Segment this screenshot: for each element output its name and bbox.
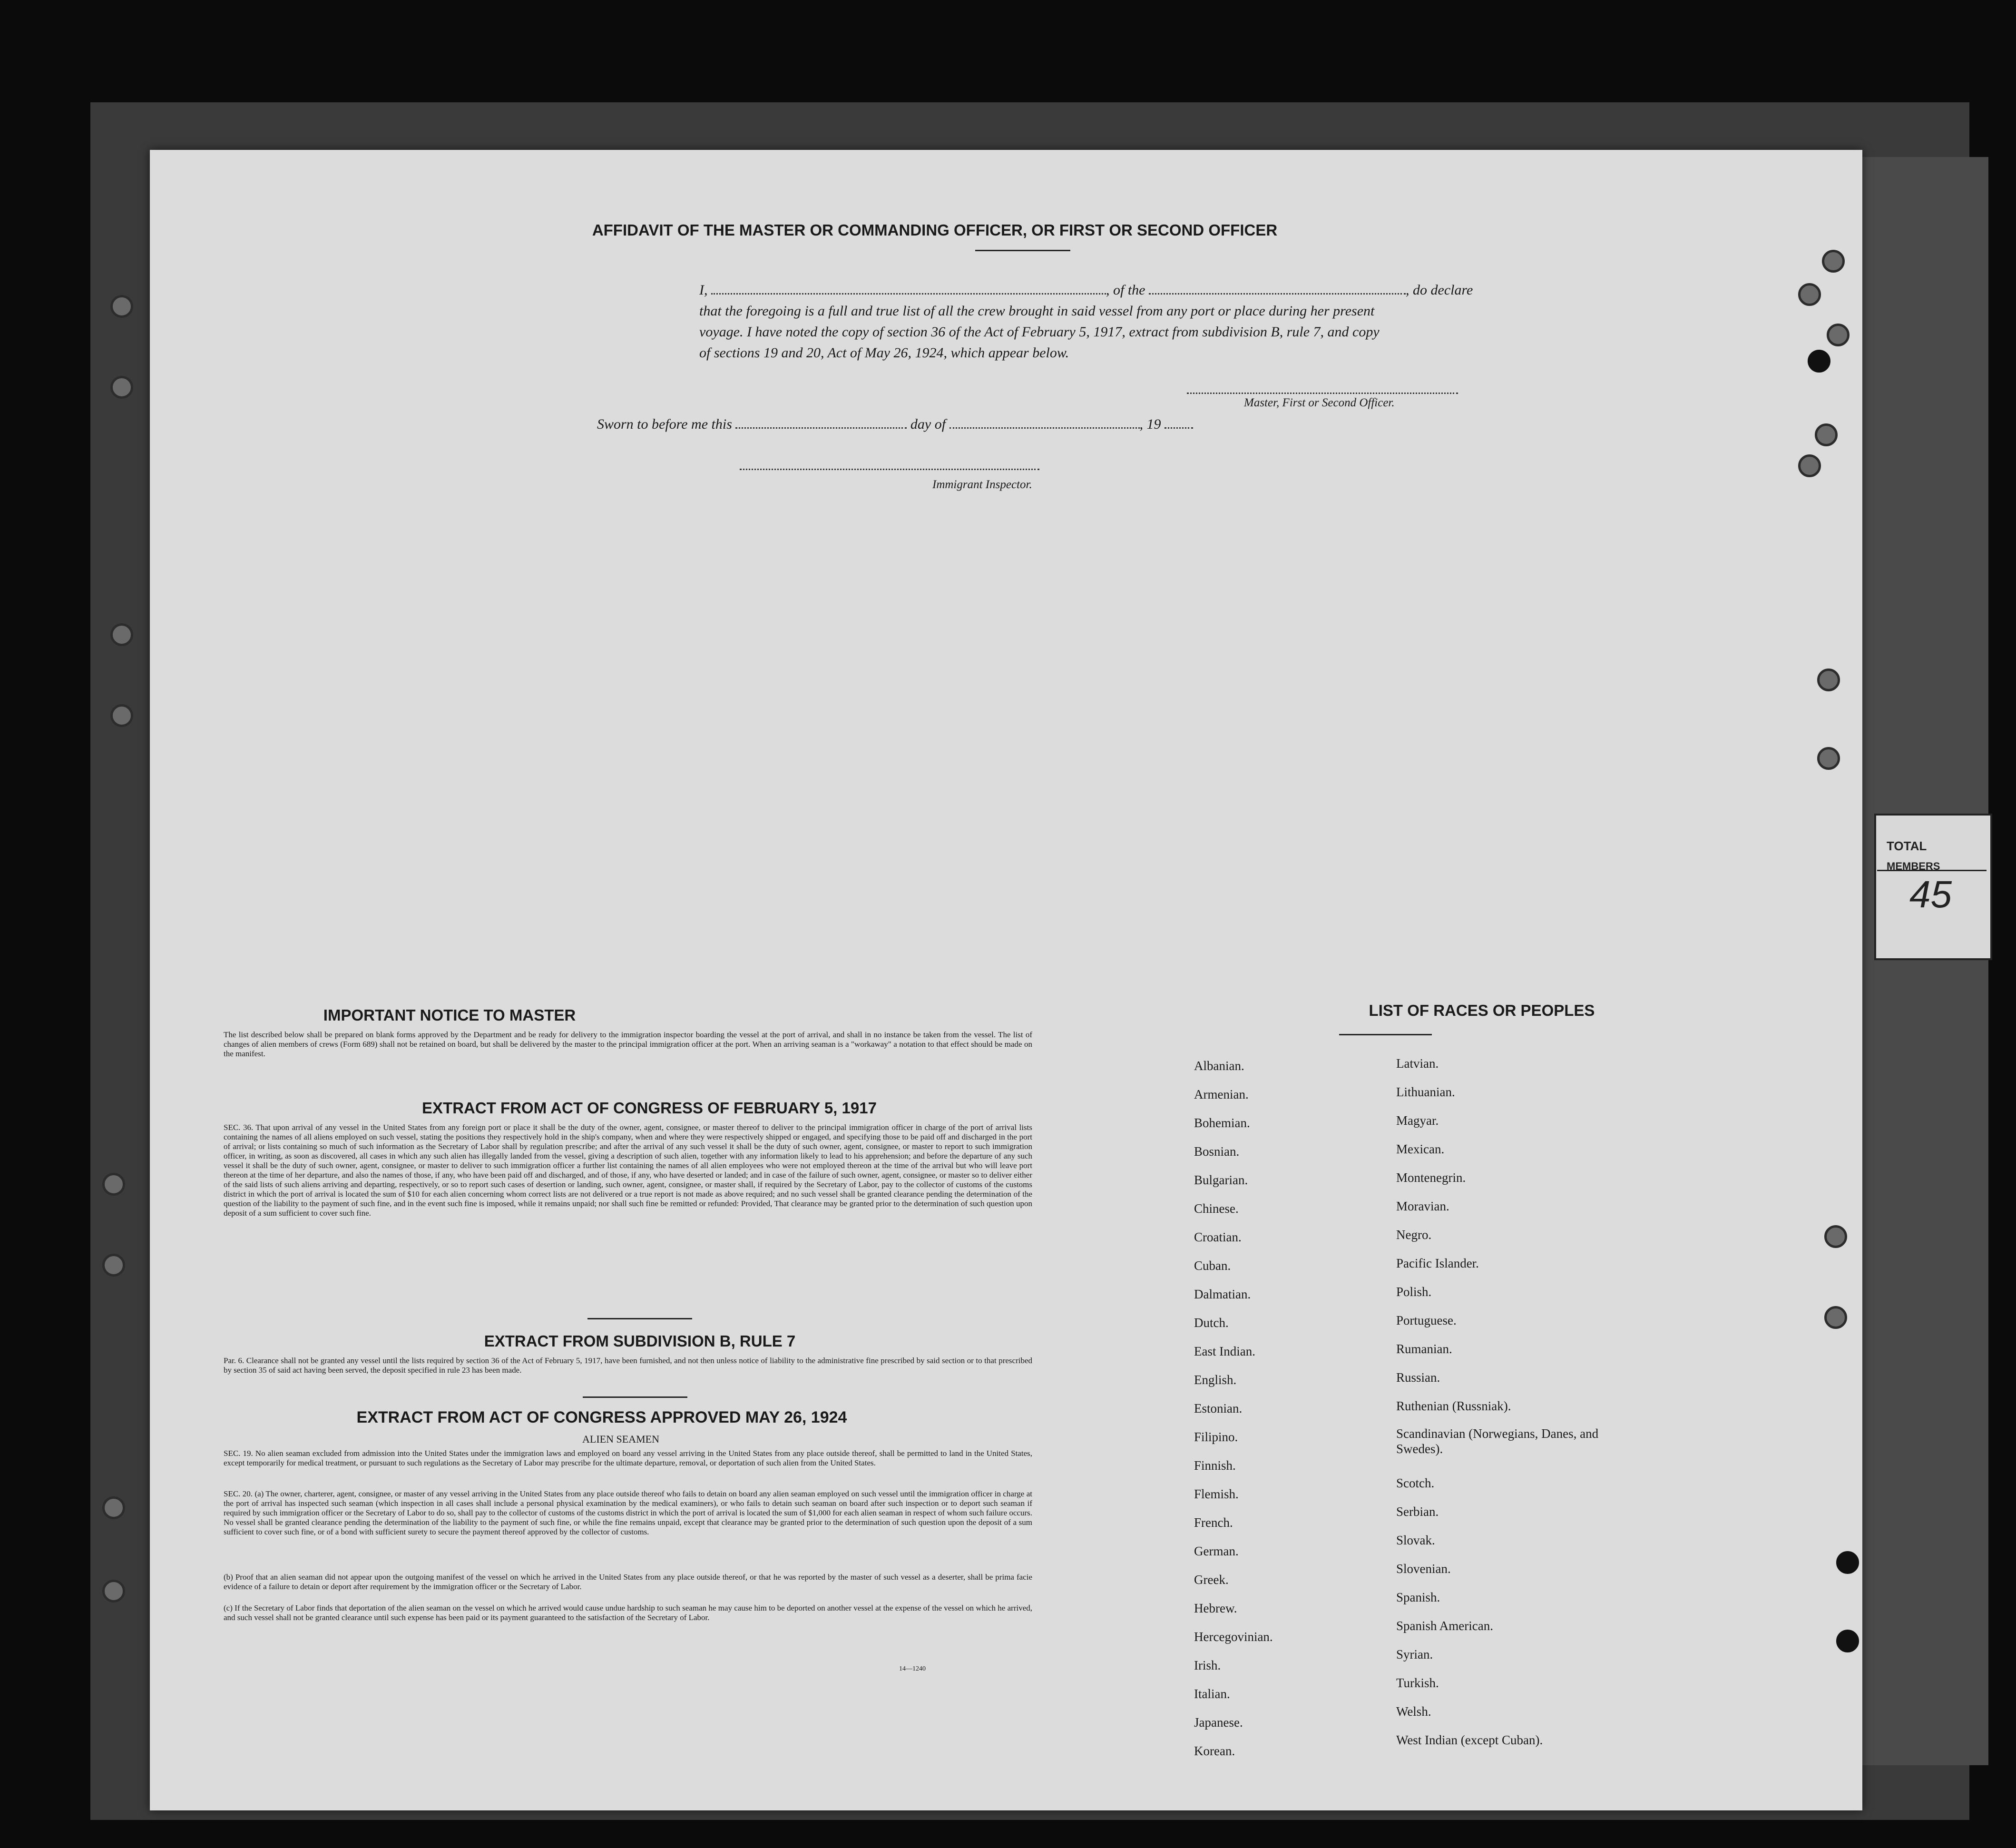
binder-hole-icon — [110, 376, 133, 399]
sworn-month-field — [949, 427, 1140, 429]
race-item: Slovenian. — [1396, 1562, 1451, 1576]
race-item: Armenian. — [1194, 1087, 1249, 1101]
affidavit-of-the: , of the — [1106, 282, 1145, 298]
race-item: Chinese. — [1194, 1201, 1239, 1216]
name-field — [711, 293, 1106, 295]
sticker-header — [1877, 817, 1987, 871]
inspector-line — [740, 469, 1039, 470]
extract-1924-sec20b: (b) Proof that an alien seaman did not appear upon the outgoing manifest of the vessel on which he arrived in the United States from any place outside thereof, or that he was reported by the master of such vessel as a deserter, shall be prima facie evidence of a failure to detain or deport after requirement by the immigration officer or the Secretary of Labor. — [224, 1573, 1032, 1591]
binder-hole-icon — [102, 1496, 125, 1519]
race-item: Magyar. — [1396, 1113, 1439, 1128]
race-item: Hebrew. — [1194, 1601, 1237, 1615]
vessel-field — [1149, 293, 1406, 295]
extract-1917-text: SEC. 36. That upon arrival of any vessel in the United States from any foreign port or place it shall be the duty of the owner, agent, consignee, or master thereof to deliver to the principal immigration officer in charge of the port of arrival lists containing the names of all aliens employed on such vessel, stating the positions they respectively hold in the ship's company, when and where they were respectively shipped or engaged, and specifying those to be paid off and discharged in the port of arrival; or lists containing so much of such information as the Secretary of Labor shall by regulation prescribe; and after the arrival of any such vessel it shall be the duty of such owner, agent, consignee, or master to report to such immigration officer, in writing, as soon as discovered, all cases in which any such alien has illegally landed from the vessel, giving a description of such alien, together with any information likely to lead to his apprehension; and before the departure of any such vessel it shall be the duty of such owner, agent, consignee, or master to deliver to such immigration officer a further list containing the names of all alien employees who were not employed thereon at the time of the arrival but who will leave port thereon at the time of her departure, and also the names of those, if any, who have been paid off and discharged, and of those, if any, who have deserted or landed; and in case of the failure of such owner, agent, consignee, or master so to deliver either of the said lists of such aliens arriving and departing, respectively, or so to report such cases of desertion or landing, such owner, agent, consignee, or master shall, if required by the Secretary of Labor, pay to the collector of customs of the customs district in which the port of arrival is located the sum of $10 for each alien concerning whom correct lists are not delivered or a true report is not made as above required; and no such vessel shall be granted clearance pending the determination of the question of the liability to the payment of such fine, and in the event such fine is imposed, while it remains unpaid; nor shall such fine be remitted or refunded: Provided, That clearance may be granted prior to the determination of such question upon deposit of a sum sufficient to cover such fine. — [224, 1123, 1032, 1218]
race-item: Italian. — [1194, 1687, 1230, 1701]
race-item: Flemish. — [1194, 1487, 1239, 1501]
race-item: Greek. — [1194, 1573, 1229, 1587]
divider — [1339, 1034, 1432, 1035]
race-item: East Indian. — [1194, 1344, 1255, 1358]
race-item: Russian. — [1396, 1370, 1440, 1385]
race-item: Scotch. — [1396, 1476, 1435, 1490]
race-item: Korean. — [1194, 1744, 1235, 1758]
binder-hole-icon — [1798, 283, 1821, 306]
binder-hole-icon — [1824, 1306, 1847, 1329]
sticker-label: TOTAL — [1887, 839, 1927, 853]
race-item: English. — [1194, 1373, 1237, 1387]
extract-1924-sec20a: SEC. 20. (a) The owner, charterer, agent, consignee, or master of any vessel arriving in the United States from any place outside thereof who fails to detain on board any alien seaman employed on such vessel until the immigration officer in charge at the port of arrival has inspected such seaman (which inspection in all cases shall include a personal physical examination by the medical examiners), or who fails to detain such seaman on board after such inspection or to deport such seaman if required by such immigration officer or the Secretary of Labor to do so, shall pay to the collector of customs of the customs district in which the port of arrival is located the sum of $1,000 for each alien seaman in respect of whom such failure occurs. No vessel shall be granted clearance pending the determination of the liability to the payment of such fine, or while the fine remains unpaid, except that clearance may be granted prior to the determination of such question upon the deposit of a sum sufficient to cover such fine, or of a bond with sufficient surety to secure the payment thereof approved by the collector of customs. — [224, 1489, 1032, 1536]
race-item: Latvian. — [1396, 1056, 1439, 1071]
race-item: Hercegovinian. — [1194, 1630, 1273, 1644]
binder-hole-icon — [1808, 350, 1830, 373]
race-item: Polish. — [1396, 1285, 1432, 1299]
binder-hole-icon — [1827, 324, 1850, 346]
extract-1924-subtitle: ALIEN SEAMEN — [582, 1433, 659, 1445]
race-item: Rumanian. — [1396, 1342, 1452, 1356]
binder-hole-icon — [1817, 668, 1840, 691]
race-item: Welsh. — [1396, 1704, 1431, 1719]
race-item: Moravian. — [1396, 1199, 1449, 1213]
notice-text: The list described below shall be prepared on blank forms approved by the Department and be ready for delivery to the immigration inspector boarding the vessel at the port of arrival, and shall in no instance be taken from the vessel. The list of changes of alien members of crews (Form 689) shall not be retained on board, but shall be delivered by the master to the principal immigration officer at the port. When an arriving seaman is a "workaway" a notation to that effect should be made on the manifest. — [224, 1030, 1032, 1058]
race-item: Dutch. — [1194, 1316, 1229, 1330]
race-item: Negro. — [1396, 1228, 1432, 1242]
sworn-year-field — [1165, 427, 1193, 429]
extract-1924-title: EXTRACT FROM ACT OF CONGRESS APPROVED MAY 26, 1924 — [356, 1408, 847, 1426]
race-item: French. — [1194, 1515, 1233, 1530]
affidavit-line2: that the foregoing is a full and true list of all the crew brought in said vessel from any port or place during her present — [699, 303, 1375, 319]
extract-1924-sec19: SEC. 19. No alien seaman excluded from admission into the United States under the immigration laws and employed on board any vessel arriving in the United States from any place outside thereof, shall be permitted to land in the United States, except temporarily for medical treatment, or pursuant to such regulations as the Secretary of Labor may prescribe for the ultimate departure, removal, or deportation of such alien from the United States. — [224, 1449, 1032, 1467]
document-page — [150, 150, 1862, 1810]
race-item: West Indian (except Cuban). — [1396, 1733, 1543, 1747]
sworn-day-of: day of — [910, 416, 946, 432]
sworn-text: Sworn to before me this — [597, 416, 732, 432]
race-item: Japanese. — [1194, 1715, 1243, 1730]
race-item: Scandinavian (Norwegians, Danes, and Swedes). — [1396, 1426, 1599, 1456]
race-item: Bulgarian. — [1194, 1173, 1248, 1187]
binder-hole-icon — [110, 623, 133, 646]
affidavit-line1 — [699, 282, 1646, 298]
binder-hole-icon — [110, 704, 133, 727]
race-item: German. — [1194, 1544, 1239, 1558]
binder-hole-icon — [102, 1173, 125, 1196]
binder-hole-icon — [1798, 454, 1821, 477]
extract-rule7-title: EXTRACT FROM SUBDIVISION B, RULE 7 — [484, 1332, 796, 1350]
race-item: Bohemian. — [1194, 1116, 1250, 1130]
extract-1917-title: EXTRACT FROM ACT OF CONGRESS OF FEBRUARY 5, 1917 — [422, 1099, 877, 1117]
affidavit-i: I, — [699, 282, 708, 298]
race-item: Pacific Islander. — [1396, 1256, 1479, 1270]
race-item: Finnish. — [1194, 1458, 1236, 1473]
divider — [975, 250, 1070, 251]
binder-hole-icon — [1836, 1630, 1859, 1652]
races-right-column — [1396, 1049, 1601, 1754]
binder-hole-icon — [110, 295, 133, 318]
race-item: Cuban. — [1194, 1258, 1231, 1273]
binder-hole-icon — [1822, 250, 1845, 273]
signature-label: Master, First or Second Officer. — [1244, 396, 1395, 409]
race-item: Turkish. — [1396, 1676, 1439, 1690]
race-item: Serbian. — [1396, 1504, 1439, 1519]
race-item: Spanish American. — [1396, 1619, 1493, 1633]
sworn-year: , 19 — [1139, 416, 1161, 432]
divider — [583, 1396, 687, 1398]
form-number: 14—1240 — [899, 1665, 926, 1672]
race-item: Lithuanian. — [1396, 1085, 1455, 1099]
race-item: Portuguese. — [1396, 1313, 1457, 1327]
binder-hole-icon — [1817, 747, 1840, 770]
race-item: Syrian. — [1396, 1647, 1433, 1661]
background-strip — [1846, 157, 1988, 1765]
race-item: Irish. — [1194, 1658, 1221, 1672]
race-item: Bosnian. — [1194, 1144, 1240, 1159]
race-item: Slovak. — [1396, 1533, 1435, 1547]
races-title: LIST OF RACES OR PEOPLES — [1369, 1002, 1595, 1019]
race-item: Ruthenian (Russniak). — [1396, 1399, 1511, 1413]
affidavit-line4: of sections 19 and 20, Act of May 26, 1924, which appear below. — [699, 345, 1069, 361]
binder-hole-icon — [1824, 1225, 1847, 1248]
race-item: Filipino. — [1194, 1430, 1238, 1444]
tally-sticker — [1874, 814, 1992, 960]
race-item: Estonian. — [1194, 1401, 1243, 1415]
race-item: Montenegrin. — [1396, 1170, 1466, 1185]
race-item: Spanish. — [1396, 1590, 1440, 1604]
binder-hole-icon — [1836, 1551, 1859, 1574]
sworn-day-field — [735, 427, 907, 429]
race-item: Albanian. — [1194, 1059, 1244, 1073]
sworn-line — [597, 416, 1193, 433]
divider — [587, 1318, 692, 1319]
affidavit-declare: , do declare — [1406, 282, 1473, 298]
binder-hole-icon — [1815, 423, 1838, 446]
race-item: Dalmatian. — [1194, 1287, 1251, 1301]
affidavit-line3: voyage. I have noted the copy of section 36 of the Act of February 5, 1917, extract from subdivision B, rule 7, and copy — [699, 324, 1380, 340]
extract-rule7-text: Par. 6. Clearance shall not be granted any vessel until the lists required by section 36 of the Act of February 5, 1917, have been furnished, and not then unless notice of liability to the administrative fine prescribed by said section or to that prescribed by section 35 of said act having been served, the deposit specified in rule 23 has been made. — [224, 1356, 1032, 1375]
sticker-number: 45 — [1909, 873, 1952, 915]
races-left-column — [1194, 1052, 1273, 1765]
binder-hole-icon — [102, 1580, 125, 1602]
binder-hole-icon — [102, 1254, 125, 1277]
sticker-label: MEMBERS — [1887, 860, 1940, 872]
extract-1924-sec20c: (c) If the Secretary of Labor finds that deportation of the alien seaman on the vessel on which he arrived would cause undue hardship to such seaman he may cause him to be deported on another vessel at the expense of the vessel on which he arrived, and such vessel shall not be granted clearance until such expense has been paid or its payment guaranteed to the satisfaction of the Secretary of Labor. — [224, 1603, 1032, 1622]
notice-title: IMPORTANT NOTICE TO MASTER — [323, 1006, 576, 1024]
race-item: Mexican. — [1396, 1142, 1445, 1156]
affidavit-title: AFFIDAVIT OF THE MASTER OR COMMANDING OFFICER, OR FIRST OR SECOND OFFICER — [592, 221, 1278, 239]
inspector-label: Immigrant Inspector. — [932, 478, 1032, 491]
signature-line — [1187, 393, 1458, 394]
race-item: Croatian. — [1194, 1230, 1242, 1244]
